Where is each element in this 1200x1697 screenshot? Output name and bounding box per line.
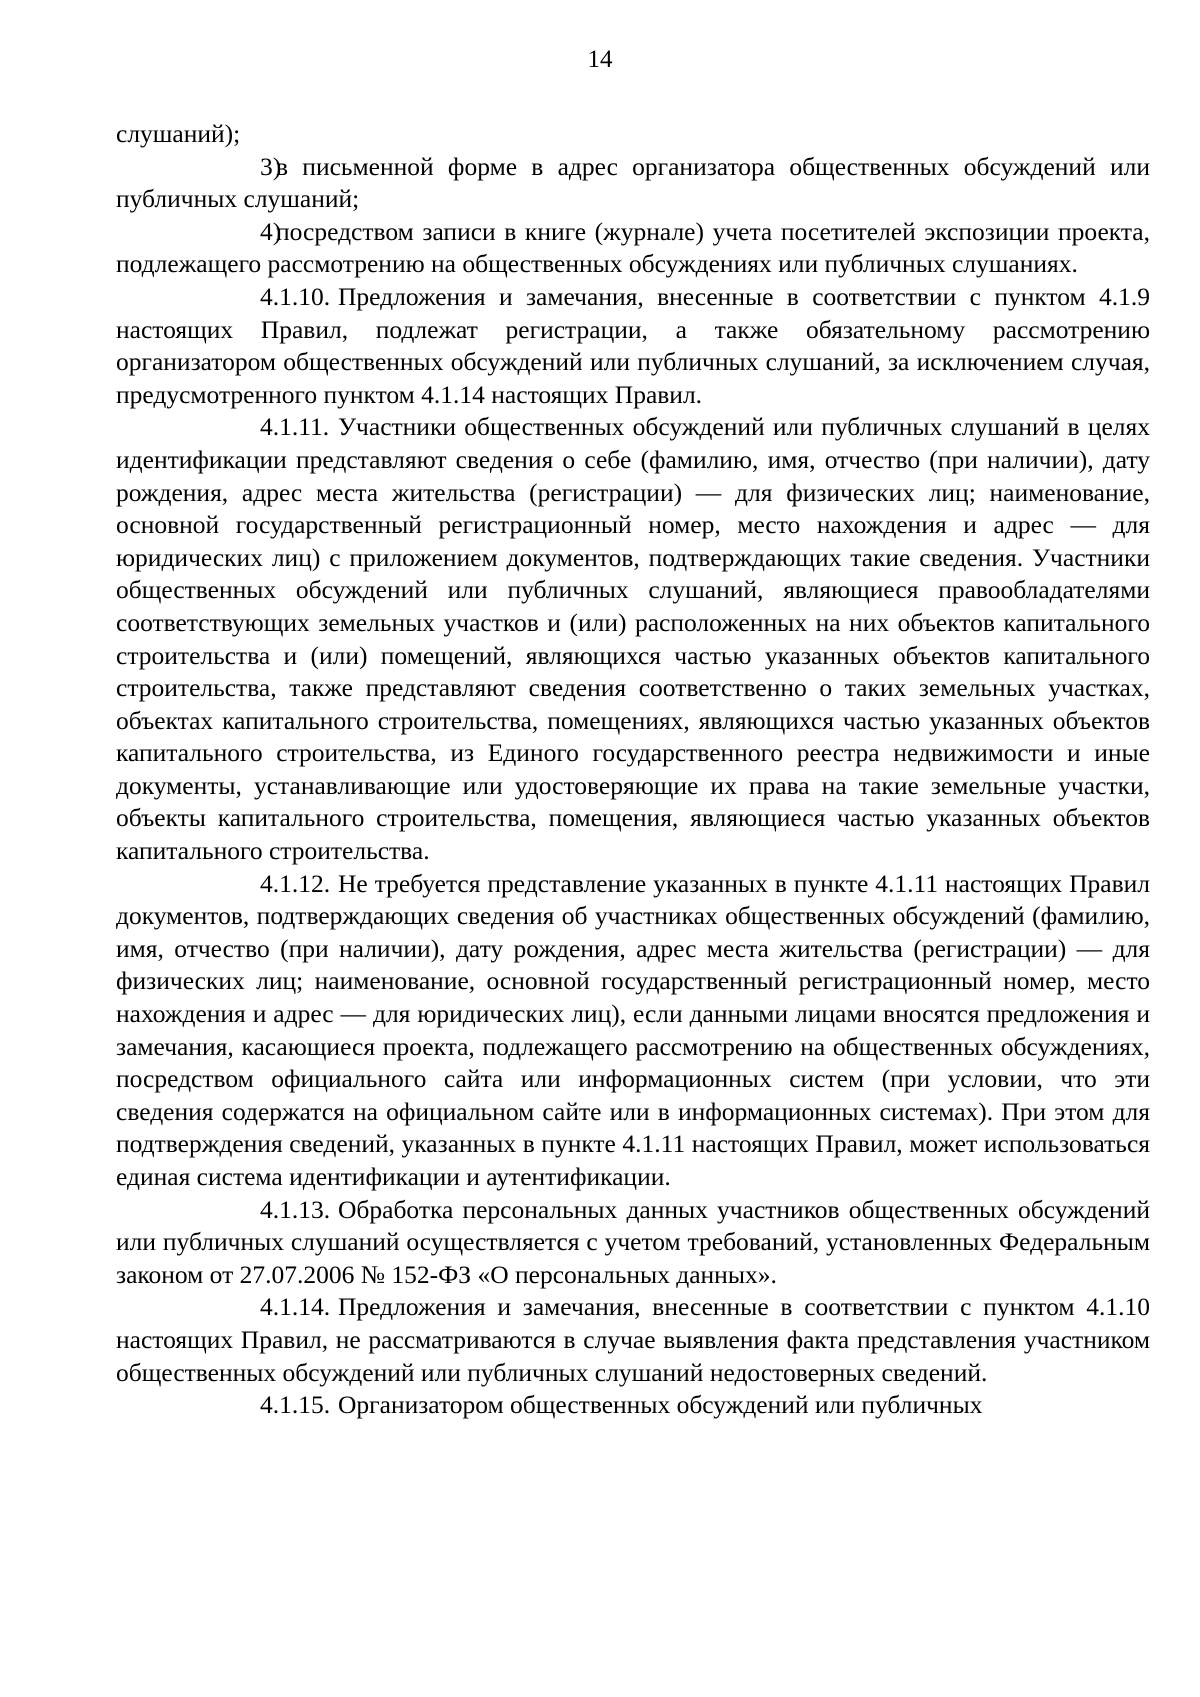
clause-text: Участники общественных обсуждений или публичных слушаний в целях идентификации представляют сведения о себе (фамилию, имя, отчество (при наличии), дату рождения, адрес места жительства (регистрации) — для физических лиц; наименование, основной государственный регистрационный номер, место нахождения и адрес — для юридических лиц) с приложением документов, подтверждающих такие сведения. Участники общественных обсуждений или публичных слушаний, являющиеся правообладателями соответствующих земельных участков и (или) расположенных на них объектов капитального строительства и (или) помещений, являющихся частью указанных объектов капитального строительства, также представляют сведения соответственно о таких земельных участках, объектах капитального строительства, помещениях, являющихся частью указанных объектов капитального строительства, из Единого государственного реестра недвижимости и иные документы, устанавливающие или удостоверяющие их права на такие земельные участки, объекты капитального строительства, помещения, являющиеся частью указанных объектов капитального строительства. [116,412,1150,866]
clause-number: 4.1.13. [260,1194,331,1224]
clause-text: Обработка персональных данных участников общественных обсуждений или публичных слушаний осуществляется с учетом требований, установленных Федеральным законом от 27.07.2006 № 152-ФЗ «О персональных данных». [116,1194,1150,1289]
clause-4-1-11 [116,411,1150,867]
clause-number: 4.1.14. [260,1292,331,1322]
clause-4-1-12 [116,868,1150,1194]
list-item-number: 3) [260,151,282,181]
list-item-4 [116,216,1150,281]
paragraph-text: слушаний); [116,119,241,148]
clause-4-1-14 [116,1291,1150,1389]
clause-text: Предложения и замечания, внесенные в соответствии с пунктом 4.1.9 настоящих Правил, подлежат регистрации, а также обязательному рассмотрению организатором общественных обсуждений или публичных слушаний, за исключением случая, предусмотренного пунктом 4.1.14 настоящих Правил. [116,281,1150,409]
clause-number: 4.1.12. [260,868,331,898]
clause-number: 4.1.11. [260,412,330,442]
clause-number: 4.1.10. [260,281,331,311]
list-item-number: 4) [260,216,282,246]
page-number: 14 [587,46,613,73]
list-item-text: в письменной форме в адрес организатора общественных обсуждений или публичных слушаний; [116,151,1150,214]
list-item-text: посредством записи в книге (журнале) учета посетителей экспозиции проекта, подлежащего рассмотрению на общественных обсуждениях или публичных слушаниях. [116,216,1150,279]
clause-number: 4.1.15. [260,1390,331,1420]
clause-4-1-13 [116,1194,1150,1292]
clause-4-1-10 [116,281,1150,411]
clause-text: Предложения и замечания, внесенные в соответствии с пунктом 4.1.10 настоящих Правил, не рассматриваются в случае выявления факта представления участником общественных обсуждений или публичных слушаний недостоверных сведений. [116,1292,1150,1387]
paragraph-continuation [116,118,1150,151]
clause-text: Не требуется представление указанных в пункте 4.1.11 настоящих Правил документов, подтверждающих сведения об участниках общественных обсуждений (фамилию, имя, отчество (при наличии), дату рождения, адрес места жительства (регистрации) — для физических лиц; наименование, основной государственный регистрационный номер, место нахождения и адрес — для юридических лиц), если данными лицами вносятся предложения и замечания, касающиеся проекта, подлежащего рассмотрению на общественных обсуждениях, посредством официального сайта или информационных систем (при условии, что эти сведения содержатся на официальном сайте или в информационных системах). При этом для подтверждения сведений, указанных в пункте 4.1.11 настоящих Правил, может использоваться единая система идентификации и аутентификации. [116,868,1150,1191]
clause-text: Организатором общественных обсуждений или публичных [338,1390,983,1420]
document-body [116,118,1150,1422]
list-item-3 [116,151,1150,216]
clause-4-1-15 [116,1389,1150,1422]
